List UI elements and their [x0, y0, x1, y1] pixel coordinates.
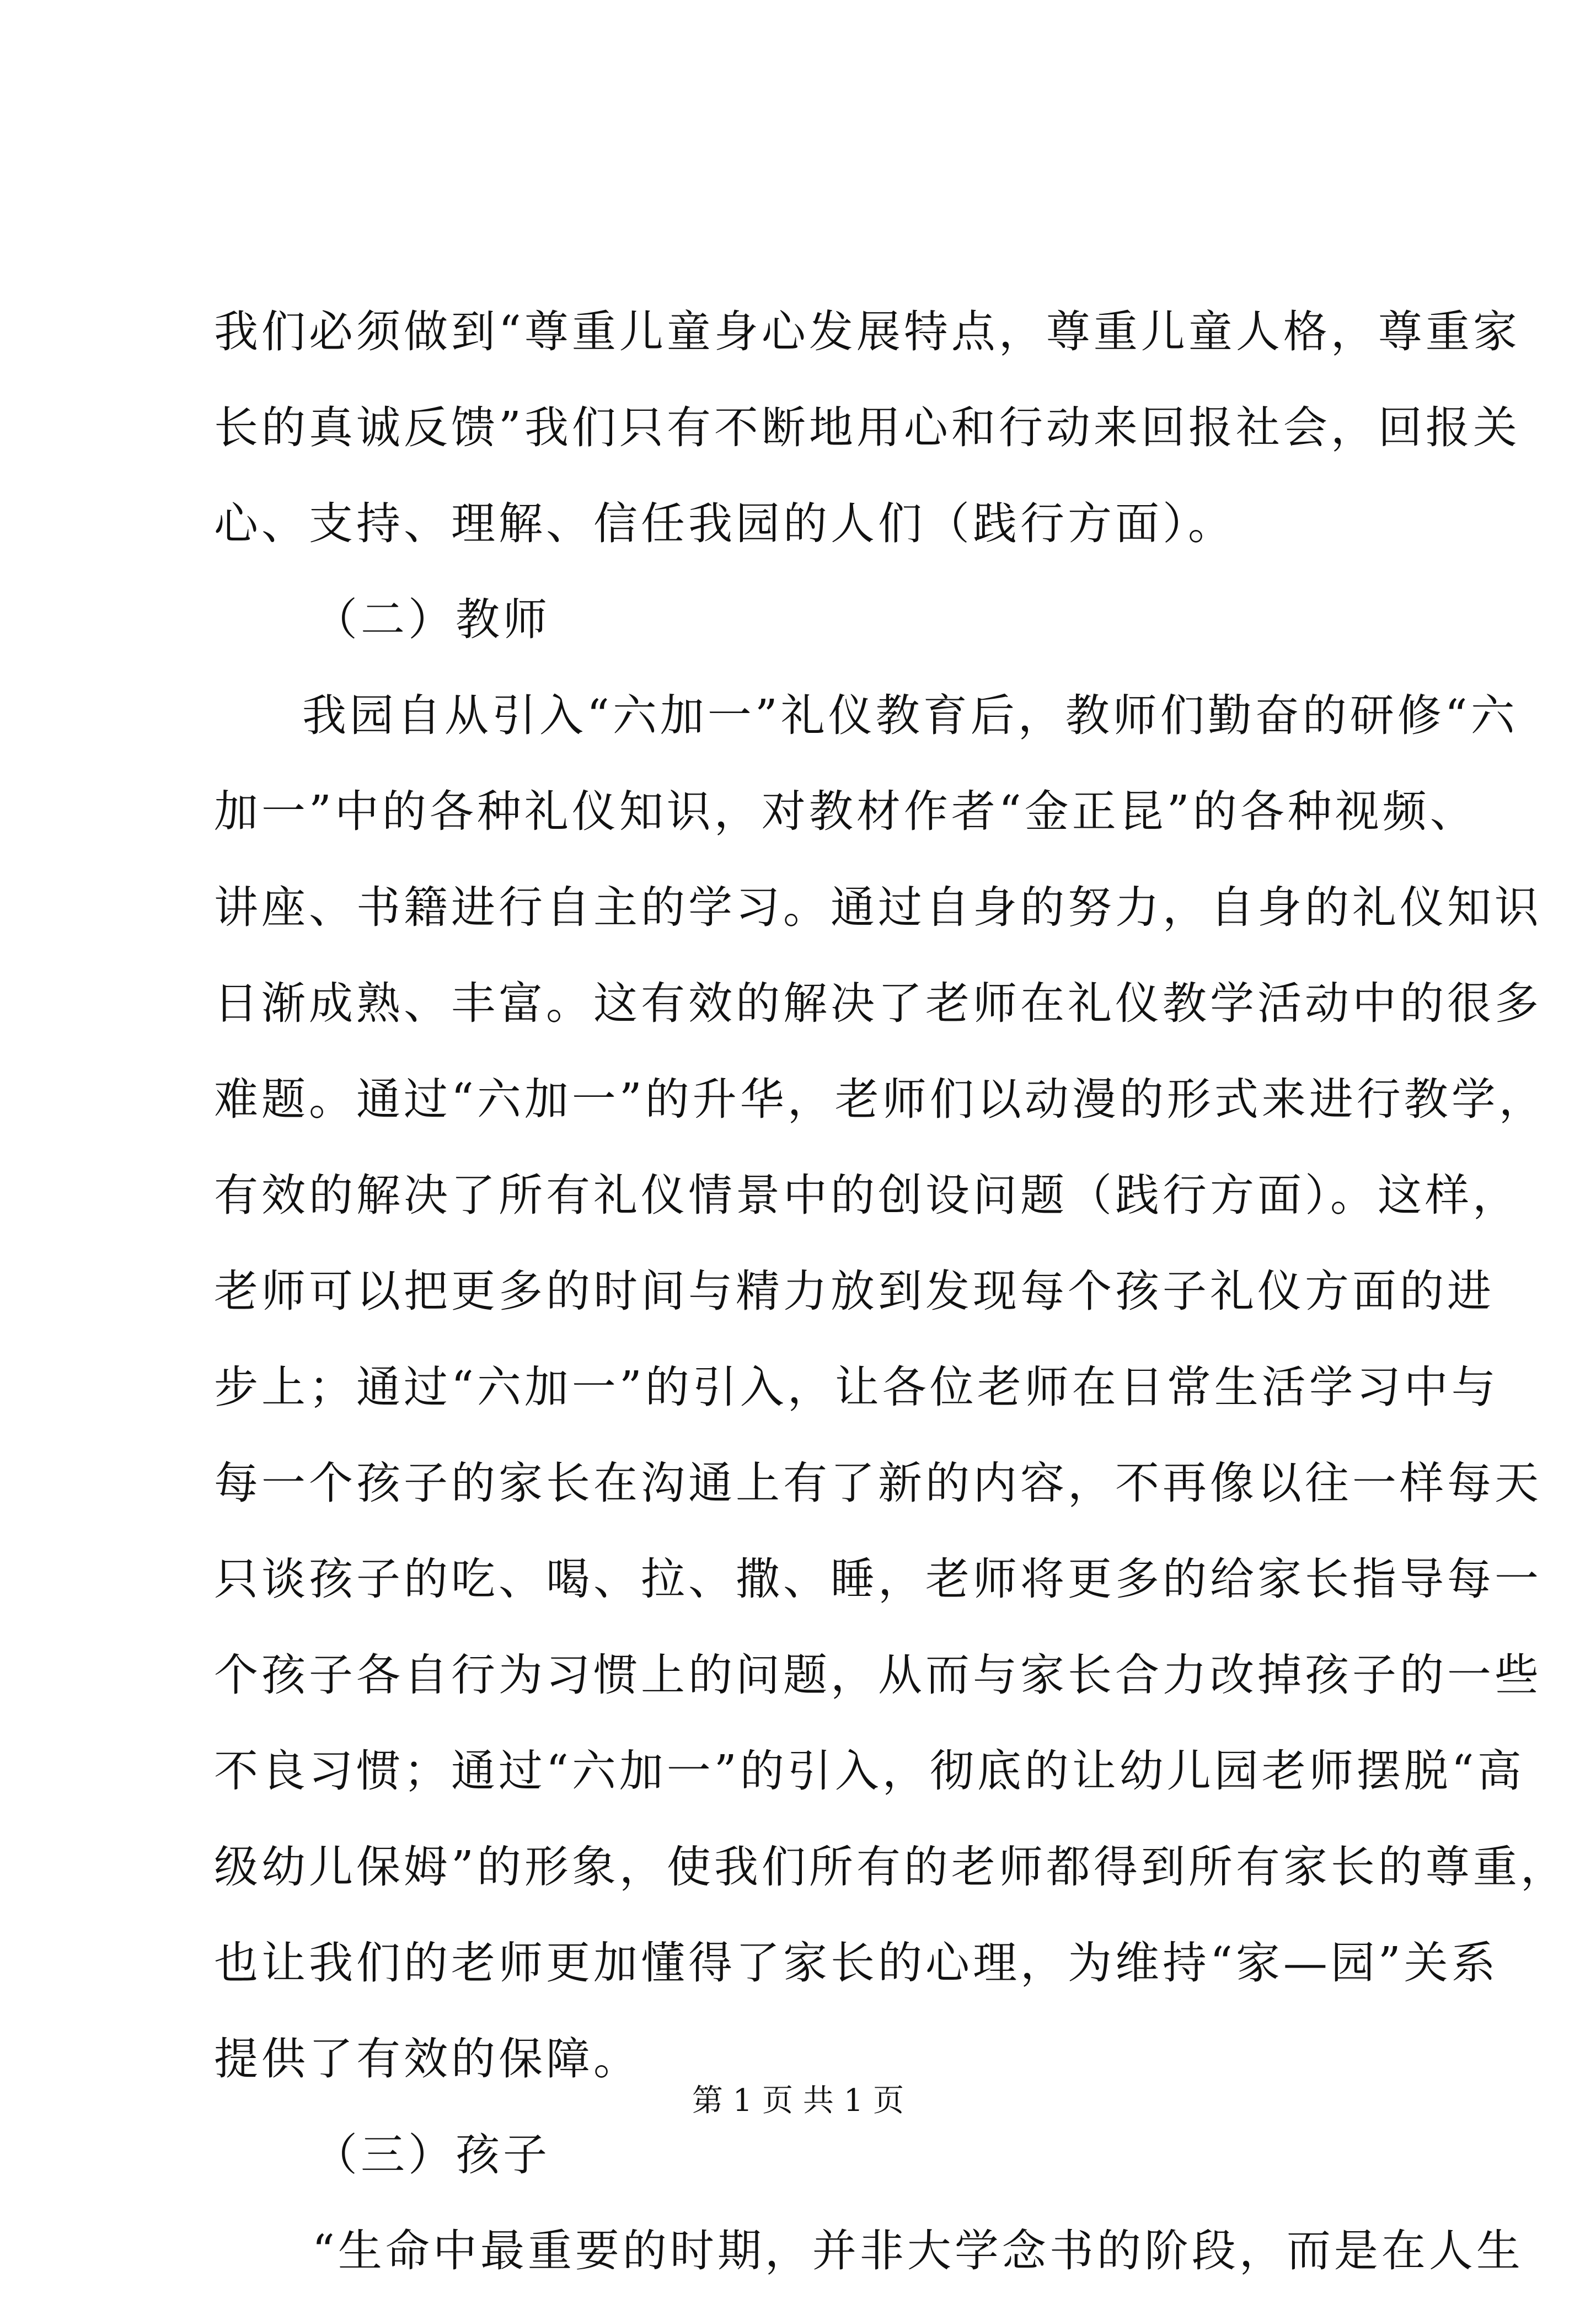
text-line: 我园自从引入“六加一”礼仪教育后，教师们勤奋的研修“六 [302, 690, 1518, 741]
text-line: 加一”中的各种礼仪知识，对教材作者“金正昆”的各种视频、 [214, 786, 1477, 837]
text-line: 心、支持、理解、信任我园的人们（践行方面）。 [214, 498, 1235, 549]
text-line: 只谈孩子的吃、喝、拉、撒、睡，老师将更多的给家长指导每一 [214, 1553, 1542, 1605]
text-line: 日渐成熟、丰富。这有效的解决了老师在礼仪教学活动中的很多 [214, 978, 1542, 1029]
section-heading-teachers: （二）教师 [313, 594, 550, 645]
text-line: 有效的解决了所有礼仪情景中的创设问题（践行方面）。这样， [214, 1170, 1520, 1221]
text-line: 老师可以把更多的时间与精力放到发现每个孩子礼仪方面的进 [214, 1266, 1495, 1317]
body-text [214, 284, 1568, 2299]
text-line: 讲座、书籍进行自主的学习。通过自身的努力，自身的礼仪知识 [214, 882, 1542, 933]
text-line: 我们必须做到“尊重儿童身心发展特点，尊重儿童人格，尊重家 [214, 306, 1520, 357]
text-line: 每一个孩子的家长在沟通上有了新的内容，不再像以往一样每天 [214, 1457, 1542, 1509]
text-line: 难题。通过“六加一”的升华，老师们以动漫的形式来进行教学， [214, 1074, 1546, 1125]
section-heading-children: （三）孩子 [313, 2129, 550, 2180]
text-line: “生命中最重要的时期，并非大学念书的阶段，而是在人生 [312, 2225, 1524, 2276]
text-line: 长的真诚反馈”我们只有不断地用心和行动来回报社会，回报关 [214, 402, 1520, 453]
page-footer: 第 1 页 共 1 页 [692, 2083, 904, 2119]
text-line: 提供了有效的保障。 [214, 2033, 641, 2084]
text-line: 级幼儿保姆”的形象，使我们所有的老师都得到所有家长的尊重， [214, 1841, 1568, 1893]
text-line: 步上；通过“六加一”的引入，让各位老师在日常生活学习中与 [214, 1362, 1499, 1413]
text-line: 也让我们的老师更加懂得了家长的心理，为维持“家—园”关系 [214, 1937, 1499, 1989]
text-line: 个孩子各自行为习惯上的问题，从而与家长合力改掉孩子的一些 [214, 1649, 1542, 1701]
text-line: 不良习惯；通过“六加一”的引入，彻底的让幼儿园老师摆脱“高 [214, 1745, 1525, 1797]
